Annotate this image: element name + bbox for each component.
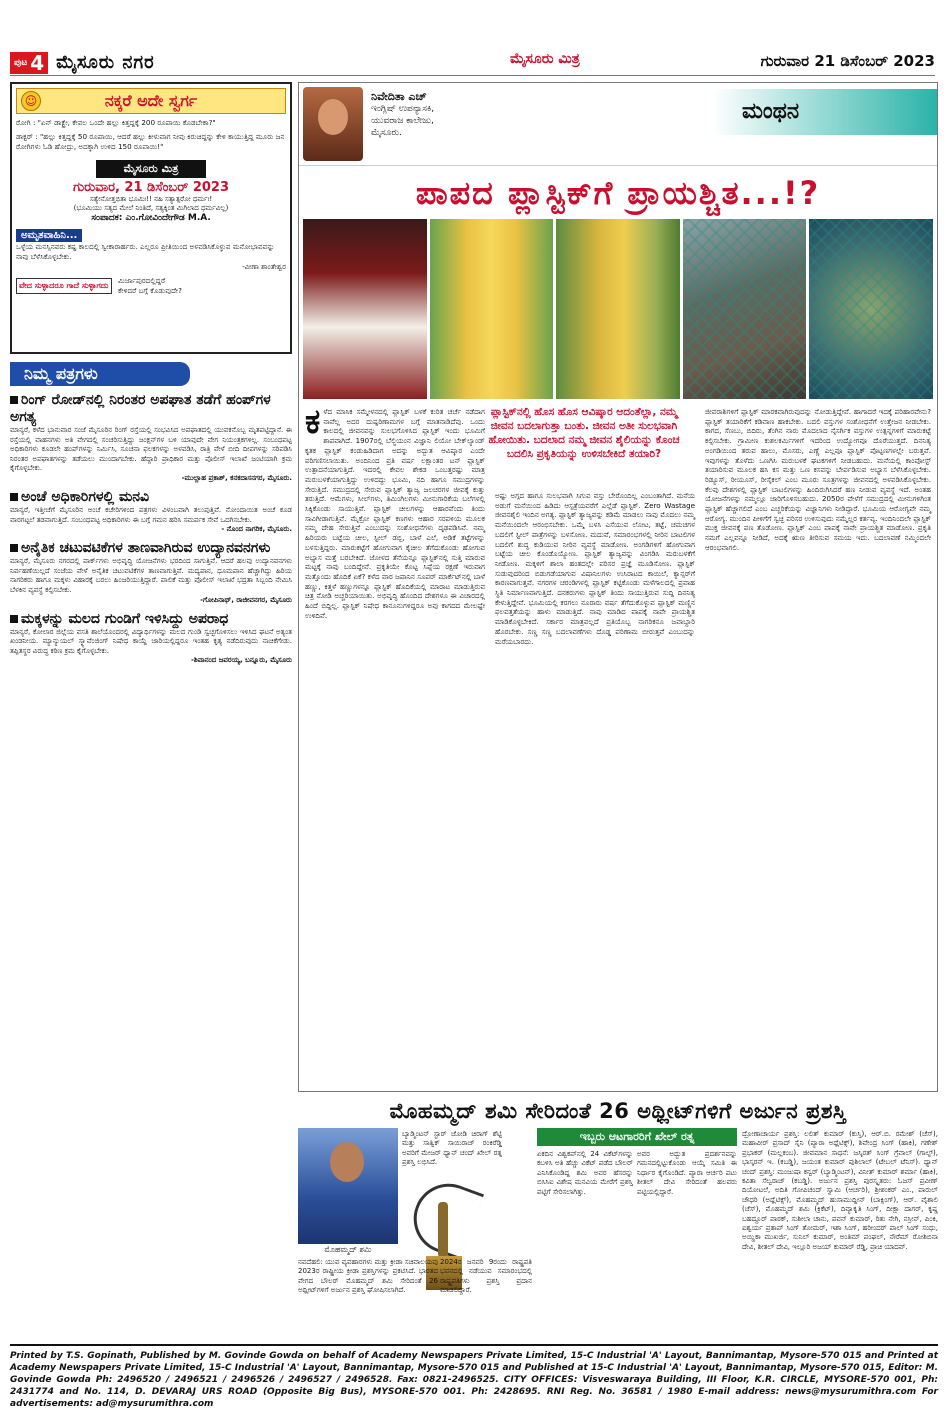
- quote-title: ಅಮೃತವಾಹಿನಿ...: [16, 229, 82, 242]
- page-label: ಪುಟ: [14, 57, 28, 68]
- letter-body: ಮಾನ್ಯರೆ, ಕಳೆದ ಭಾನುವಾರ ಸಂಜೆ ಮೈಸೂರಿನ ರಿಂಗ್ ರಸ್ತೆಯಲ್ಲಿ ಸಂಭವಿಸಿದ ಅಪಘಾತದಲ್ಲಿ ಯುವಕನೊಬ್ಬ ಮೃತಪಟ್ಟಿದ್ದಾನೆ. ಈ ರಸ್ತೆಯಲ್ಲಿ ವಾಹನಗಳು ಅತಿ ವೇಗದಲ್ಲಿ ಸಂಚರಿಸುತ್ತಿದ್ದು ಜಂಕ್ಷನ್‌ಗಳ ಬಳಿ ಯಾವುದೇ ವೇಗ ನಿಯಂತ್ರಕಗಳಿಲ್ಲ. ಸಂಬಂಧಪಟ್ಟ ಅಧಿಕಾರಿಗಳು ಕೂಡಲೇ ಹಂಪ್‌ಗಳನ್ನು ನಿರ್ಮಿಸಿ, ಸೂಚನಾ ಫಲಕಗಳನ್ನು ಅಳವಡಿಸಿ, ರಾತ್ರಿ ವೇಳೆ ಬೀದಿ ದೀಪಗಳನ್ನು ಸರಿಪಡಿಸಿ ನಿರಂತರ ಅಪಘಾತಗಳನ್ನು ತಡೆಯಲು ಮುಂದಾಗಬೇಕು. ಹೆದ್ದಾರಿ ಪ್ರಾಧಿಕಾರ ಮತ್ತು ಪೊಲೀಸ್ ಇಲಾಖೆ ಜಂಟಿಯಾಗಿ ಕ್ರಮ ಕೈಗೊಳ್ಳಬೇಕು.: [10, 426, 292, 473]
- trophy-figure: [438, 1202, 448, 1258]
- photo-wrapped-corn: [430, 219, 554, 399]
- letter-signature: - ನೊಂದ ನಾಗರಿಕ, ಮೈಸೂರು.: [221, 525, 292, 534]
- awards-headline: ಮೊಹಮ್ಮದ್ ಶಮಿ ಸೇರಿದಂತೆ 26 ಅಥ್ಲೀಟ್‌ಗಳಿಗೆ ಅರ್ಜುನ ಪ್ರಶಸ್ತಿ: [389, 1099, 847, 1123]
- article-headline: ಪಾಪದ ಪ್ಲಾಸ್ಟಿಕ್‌ಗೆ ಪ್ರಾಯಶ್ಚಿತ...!?: [299, 165, 937, 219]
- proverb-label: ವೇದ ಸುಳ್ಳಾದರೂ ಗಾದೆ ಸುಳ್ಳಾಗದು: [16, 278, 112, 294]
- letter-item: [10, 540, 292, 604]
- humor-title: ನಕ್ಕರೆ ಅದೇ ಸ್ವರ್ಗ: [104, 91, 198, 110]
- author-info: [371, 91, 434, 139]
- bullet-square-icon: [10, 493, 18, 501]
- author-city: ಮೈಸೂರು.: [371, 128, 402, 138]
- paper-logo-small: ಮೈಸೂರು ಮಿತ್ರ: [96, 160, 206, 178]
- author-face: [318, 99, 348, 135]
- section-name: ಮೈಸೂರು ನಗರ: [56, 52, 155, 73]
- humor-box: [10, 82, 292, 354]
- joke-line-1: ರೋಗಿ : "ಏನ್ ಡಾಕ್ಟ್ರೇ, ಕೇವಲ ಒಂದೇ ಹಲ್ಲು ಕಿತ್ತದ್ದಕ್ಕೆ 200 ರೂಪಾಯಿ ಕೊಡಬೇಕಾ?": [16, 118, 216, 127]
- photo-corn-in-husk: [556, 219, 680, 399]
- author-org: ಯುವರಾಜ ಕಾಲೇಜು,: [371, 116, 434, 126]
- letter-title: ಅಂಚೆ ಅಧಿಕಾರಿಗಳಲ್ಲಿ ಮನವಿ: [10, 489, 292, 506]
- printer-imprint: Printed by T.S. Gopinath, Published by M. Govinde Gowda on behalf of Academy Newspapers Private Limited, 15-C Industrial 'A' Layout, Bannimantap, Mysore-570 015 and Printed at Academy Newspapers Private Limited, 15-C Industrial 'A' Layout, Bannimantap, Mysore-570 015 and Published at 15-C Industrial 'A' Layout, Bannimantap, Mysore-570 015, Editor: M. Govinde Gowda Ph: 2496520 / 2496521 / 2496526 / 2496527 / 2496528. Fax: 0821-2496525. CITY OFFICES: Visveswaraya Building, III Floor, K.R. CIRCLE, MYSORE-570 001, Ph: 2431774 and No. 114, D. DEVARAJ URS ROAD (Opposite Big Bus), MYSORE-570 001. Ph: 2428695. RNI Reg. No. 36581 / 1980 E-mail address: news@mysurumithra.com For advertisements: ad@mysurumithra.com: [10, 1344, 938, 1410]
- letter-body: ಮಾನ್ಯರೆ, ಇತ್ತೀಚೆಗೆ ಮೈಸೂರಿನ ಅಂಚೆ ಕಚೇರಿಗಳಿಂದ ಪತ್ರಗಳು ವಿಳಂಬವಾಗಿ ತಲುಪುತ್ತಿವೆ. ನೋಂದಾಯಿತ ಅಂಚೆ ಕೂಡ ವಾರಗಟ್ಟಲೆ ತಡವಾಗುತ್ತಿದೆ. ಸಂಬಂಧಪಟ್ಟ ಅಧಿಕಾರಿಗಳು ಈ ಬಗ್ಗೆ ಗಮನ ಹರಿಸಿ ಸಮರ್ಪಕ ಸೇವೆ ಒದಗಿಸಬೇಕು.: [10, 505, 292, 524]
- fishing-net-overlay: [809, 219, 933, 399]
- awards-column-2: 2024ರ ಜನವರಿ 9ರಂದು ರಾಷ್ಟ್ರಪತಿ ಭವನದಲ್ಲಿ ನಡೆಯುವ ಸಮಾರಂಭದಲ್ಲಿ ರಾಷ್ಟ್ರಪತಿಗಳು ಪ್ರಶಸ್ತಿ ಪ್ರದಾನ ಮಾಡಲಿದ್ದಾರೆ.: [440, 1258, 532, 1295]
- letter-signature: -ಗೋಪಿನಾಥ್, ರಾಜೀವನಗರ, ಮೈಸೂರು: [200, 595, 292, 604]
- letter-body: ಮಾನ್ಯರೆ, ಕೋಲಾರ ಜಿಲ್ಲೆಯ ವಸತಿ ಶಾಲೆಯೊಂದರಲ್ಲಿ ವಿದ್ಯಾರ್ಥಿಗಳನ್ನು ಮಲದ ಗುಂಡಿ ಸ್ವಚ್ಛಗೊಳಿಸಲು ಇಳಿಸಿದ ಘಟನೆ ಅತ್ಯಂತ ಖಂಡನೀಯ. ಮ್ಯಾನ್ಯುಯಲ್ ಸ್ಕ್ಯಾವೆಂಜಿಂಗ್ ನಿಷೇಧ ಕಾಯ್ದೆ ಜಾರಿಯಲ್ಲಿದ್ದರೂ ಇಂತಹ ಕೃತ್ಯ ನಡೆದಿರುವುದು ನಾಚಿಕೆಗೇಡು. ತಪ್ಪಿತಸ್ಥರ ವಿರುದ್ಧ ಕಠಿಣ ಕ್ರಮ ಕೈಗೊಳ್ಳಬೇಕು.: [10, 627, 292, 655]
- author-role: ಇಂಗ್ಲಿಷ್ ಉಪನ್ಯಾಸಕಿ,: [371, 104, 435, 114]
- letters-section-title: ನಿಮ್ಮ ಪತ್ರಗಳು: [10, 362, 190, 386]
- page-number-box: [10, 52, 48, 74]
- author-photo: [303, 87, 363, 161]
- laughing-face-icon: ☺: [21, 91, 41, 111]
- photo-strip: [299, 219, 937, 399]
- article-column-3: ಜೀವರಾಶಿಗಳಿಗೆ ಪ್ಲಾಸ್ಟಿಕ್ ಮಾರಕವಾಗಿರುವುದನ್ನು ನೋಡುತ್ತಿದ್ದೇವೆ. ಹಾಗಾದರೆ ಇದಕ್ಕೆ ಪರಿಹಾರವೇನು? ಪ್ಲಾಸ್ಟಿಕ್ ತಯಾರಿಕೆಗೆ ಕಡಿವಾಣ ಹಾಕಬೇಕು. ಬದಲಿ ವಸ್ತುಗಳ ಸಂಶೋಧನೆಗೆ ಉತ್ತೇಜನ ನೀಡಬೇಕು. ಕಾಗದ, ಸೆಣಬು, ಬಿದಿರು, ತೆಂಗಿನ ನಾರು ಮೊದಲಾದ ನೈಸರ್ಗಿಕ ವಸ್ತುಗಳ ಉತ್ಪನ್ನಗಳಿಗೆ ಮಾರುಕಟ್ಟೆ ಕಲ್ಪಿಸಬೇಕು. ಗ್ರಾಮೀಣ ಕುಶಲಕರ್ಮಿಗಳಿಗೆ ಇದರಿಂದ ಉದ್ಯೋಗವೂ ದೊರೆಯುತ್ತದೆ. ದಿನನಿತ್ಯ ಅಂಗಡಿಯಿಂದ ತರುವ ಹಾಲು, ಮೊಸರು, ಎಣ್ಣೆ ಎಲ್ಲವೂ ಪ್ಲಾಸ್ಟಿಕ್ ಪೊಟ್ಟಣಗಳಲ್ಲೇ ಬರುತ್ತವೆ. ಇವುಗಳನ್ನು ತೊಳೆದು ಒಣಗಿಸಿ ಮರುಬಳಕೆ ಘಟಕಗಳಿಗೆ ನೀಡಬಹುದು. ಮನೆಯಲ್ಲಿ ಕಾಂಪೋಸ್ಟ್ ತಯಾರಿಸುವ ಮೂಲಕ ಹಸಿ ಕಸ ಮತ್ತು ಒಣ ಕಸವನ್ನು ಬೇರ್ಪಡಿಸುವ ಅಭ್ಯಾಸ ಬೆಳೆಸಿಕೊಳ್ಳಬೇಕು. ರಿಡ್ಯೂಸ್, ರೀಯೂಸ್, ರೀಸೈಕಲ್ ಎಂಬ ಮೂರು ಸೂತ್ರಗಳನ್ನು ಜೀವನದಲ್ಲಿ ಅಳವಡಿಸಿಕೊಳ್ಳಬೇಕು. ಕೆಲವು ದೇಶಗಳಲ್ಲಿ ಪ್ಲಾಸ್ಟಿಕ್ ಬಾಟಲಿಗಳನ್ನು ಹಿಂದಿರುಗಿಸಿದರೆ ಹಣ ನೀಡುವ ವ್ಯವಸ್ಥೆ ಇದೆ. ಅಂತಹ ಯೋಜನೆಗಳನ್ನು ನಮ್ಮಲ್ಲೂ ಜಾರಿಗೊಳಿಸಬಹುದು. 2050ರ ವೇಳೆಗೆ ಸಮುದ್ರದಲ್ಲಿ ಮೀನುಗಳಿಗಿಂತ ಪ್ಲಾಸ್ಟಿಕ್ ಹೆಚ್ಚಾಗಲಿದೆ ಎಂಬ ಎಚ್ಚರಿಕೆಯನ್ನು ವಿಜ್ಞಾನಿಗಳು ನೀಡಿದ್ದಾರೆ. ಭೂಮಿಯ ಆರೋಗ್ಯವೇ ನಮ್ಮ ಆರೋಗ್ಯ. ಮುಂದಿನ ಪೀಳಿಗೆಗೆ ಸ್ವಚ್ಛ ಪರಿಸರ ಉಳಿಸುವುದು ನಮ್ಮೆಲ್ಲರ ಕರ್ತವ್ಯ. ಇಂದಿನಿಂದಲೇ ಪ್ಲಾಸ್ಟಿಕ್ ಮುಕ್ತ ಜೀವನಕ್ಕೆ ಪಣ ತೊಡೋಣ. ಪ್ಲಾಸ್ಟಿಕ್ ಎಂಬ ಪಾಪಕ್ಕೆ ನಾವೇ ಪ್ರಾಯಶ್ಚಿತ ಮಾಡೋಣ. ಪ್ರಕೃತಿ ನಮಗೆ ಎಲ್ಲವನ್ನೂ ನೀಡಿದೆ, ಅದಕ್ಕೆ ಋಣ ತೀರಿಸುವ ಸಮಯ ಇದು. ಬದಲಾವಣೆ ನಮ್ಮಿಂದಲೇ ಆರಂಭವಾಗಲಿ.: [705, 407, 931, 552]
- letter-signature: -ಶಿವಾನಂದ ಜವರಯ್ಯ, ಬನ್ನೂರು, ಮೈಸೂರು: [191, 656, 292, 665]
- quote-author: -ವೀಣಾ ಶಾಂತೇಶ್ವರ: [242, 262, 286, 271]
- letter-item: [10, 489, 292, 534]
- left-column: [10, 82, 292, 665]
- column-name: ಮಂಥನ: [712, 89, 937, 135]
- letter-item: [10, 611, 292, 666]
- author-name: ನಿವೇದಿತಾ ಎಚ್: [371, 90, 427, 103]
- column-1-text: ಳೆದ ಮಾಸಿಕ ಸಮ್ಮೇಳನದಲ್ಲಿ ಪ್ಲಾಸ್ಟಿಕ್ ಬಳಕೆ ಕುರಿತ ಚರ್ಚೆ ನಡೆದಾಗ ನಾವೆಲ್ಲ ಅದರ ದುಷ್ಪರಿಣಾಮಗಳ ಬಗ್ಗೆ ಮಾತನಾಡಿದೆವು. ಒಂದು ಕಾಲದಲ್ಲಿ ಜೀವನವನ್ನು ಸುಲಭಗೊಳಿಸಿದ ಪ್ಲಾಸ್ಟಿಕ್ ಇಂದು ಭೂಮಿಗೆ ಶಾಪವಾಗಿದೆ. 1907ರಲ್ಲಿ ಬೆಲ್ಜಿಯಂನ ವಿಜ್ಞಾನಿ ಲಿಯೋ ಬೇಕ್‌ಲ್ಯಾಂಡ್ ಕೃತಕ ಪ್ಲಾಸ್ಟಿಕ್ ಕಂಡುಹಿಡಿದಾಗ ಅದನ್ನು ಅದ್ಭುತ ಆವಿಷ್ಕಾರ ಎಂದೇ ಪರಿಗಣಿಸಲಾಯಿತು. ಅಂದಿನಿಂದ ಪ್ರತಿ ವರ್ಷ ಲಕ್ಷಾಂತರ ಟನ್ ಪ್ಲಾಸ್ಟಿಕ್ ಉತ್ಪಾದನೆಯಾಗುತ್ತಿದೆ. ಇದರಲ್ಲಿ ಕೇವಲ ಶೇಕಡ ಒಂಬತ್ತರಷ್ಟು ಮಾತ್ರ ಮರುಬಳಕೆಯಾಗುತ್ತಿದ್ದು ಉಳಿದದ್ದು ಭೂಮಿ, ನದಿ ಹಾಗೂ ಸಮುದ್ರಗಳನ್ನು ಸೇರುತ್ತಿದೆ. ಸಮುದ್ರದಲ್ಲಿ ಸೇರುವ ಪ್ಲಾಸ್ಟಿಕ್ ತ್ಯಾಜ್ಯ ಜಲಚರಗಳ ಜೀವಕ್ಕೆ ಕುತ್ತು ತರುತ್ತಿದೆ. ಆಮೆಗಳು, ಸೀಲ್‌ಗಳು, ತಿಮಿಂಗಿಲಗಳು ಮೀನುಗಾರಿಕೆಯ ಬಲೆಗಳಲ್ಲಿ ಸಿಕ್ಕಿಕೊಂಡು ಸಾಯುತ್ತಿವೆ. ಪ್ಲಾಸ್ಟಿಕ್ ಚೀಲಗಳನ್ನು ಆಹಾರವೆಂದು ತಿಂದು ಸಾವಿಗೀಡಾಗುತ್ತಿವೆ. ಮೈಕ್ರೋ ಪ್ಲಾಸ್ಟಿಕ್ ಕಣಗಳು ಆಹಾರ ಸರಪಳಿಯ ಮೂಲಕ ನಮ್ಮ ದೇಹ ಸೇರುತ್ತಿವೆ ಎಂಬುದನ್ನು ಸಂಶೋಧನೆಗಳು ದೃಢಪಡಿಸಿವೆ. ನಮ್ಮ ಹಿರಿಯರು ಬಟ್ಟೆಯ ಚೀಲ, ಸ್ಟೀಲ್ ಡಬ್ಬಿ, ಬಾಳೆ ಎಲೆ, ಅಡಿಕೆ ತಟ್ಟೆಗಳನ್ನು ಬಳಸುತ್ತಿದ್ದರು. ಮಾರುಕಟ್ಟೆಗೆ ಹೋಗುವಾಗ ಕೈಚೀಲ ತೆಗೆದುಕೊಂಡು ಹೋಗುವ ಅಭ್ಯಾಸ ಮತ್ತೆ ಬರಬೇಕಿದೆ. ಜೋಳದ ತೆನೆಯನ್ನೂ ಪ್ಲಾಸ್ಟಿಕ್‌ನಲ್ಲಿ ಸುತ್ತಿ ಮಾರುವ ಮಟ್ಟಕ್ಕೆ ನಾವು ಬಂದಿದ್ದೇವೆ. ಪ್ರಕೃತಿಯೇ ಕೊಟ್ಟ ಸಿಪ್ಪೆಯ ರಕ್ಷಣೆ ಇರುವಾಗ ಮತ್ತೊಂದು ಹೊದಿಕೆ ಏಕೆ? ಕಳೆದ ವಾರ ಜಪಾನಿನ ಸೂಪರ್ ಮಾರ್ಕೆಟ್‌ನಲ್ಲಿ ಬಾಳೆ ಹಣ್ಣು, ಕಿತ್ತಳೆ ಹಣ್ಣುಗಳನ್ನೂ ಪ್ಲಾಸ್ಟಿಕ್ ಹೊದಿಕೆಯಲ್ಲಿ ಮಾರಾಟ ಮಾಡುತ್ತಿರುವ ಚಿತ್ರ ನೋಡಿ ಅಚ್ಚರಿಯಾಯಿತು. ಅಭಿವೃದ್ಧಿ ಹೊಂದಿದ ದೇಶಗಳೂ ಈ ವಿಚಾರದಲ್ಲಿ ಹಿಂದೆ ಬಿದ್ದಿಲ್ಲ. ಪ್ಲಾಸ್ಟಿಕ್ ನಿಷೇಧ ಕಾನೂನುಗಳಿದ್ದರೂ ಅವು ಕಾಗದದ ಮೇಲಷ್ಟೇ ಉಳಿದಿವೆ.: [305, 407, 485, 620]
- awards-column-4: ಅವರ ಅದ್ಭುತ ಪ್ರದರ್ಶನವನ್ನು ಗಮನದಲ್ಲಿಟ್ಟುಕೊಂಡು ಆಯ್ಕೆ ಸಮಿತಿ ಈ ನಿರ್ಧಾರ ಕೈಗೊಂಡಿದೆ. ಪ್ಯಾರಾ ಆರ್ಚರಿ ಪಟು ಶೀತಲ್ ದೇವಿ ಸೇರಿದಂತೆ ಹಲವರು ಪಟ್ಟಿಯಲ್ಲಿದ್ದಾರೆ.: [637, 1150, 737, 1196]
- humor-title-bar: [16, 88, 286, 114]
- page-number: 4: [30, 50, 45, 75]
- letter-title: ರಿಂಗ್ ರೋಡ್‌ನಲ್ಲಿ ನಿರಂತರ ಅಪಘಾತ ತಡೆಗೆ ಹಂಪ್‌ಗಳ ಅಗತ್ಯ: [10, 392, 271, 425]
- editor-line: ಸಂಪಾದಕ: ಎಂ.ಗೋವಿಂದೇಗೌಡ M.A.: [91, 213, 211, 223]
- main-article: [298, 82, 938, 1092]
- motto-line-2: (ಭೂಮಿಯು ಸತ್ಯದ ಮೇಲೆ ನಿಂತಿದೆ, ಸತ್ಯಕ್ಕಿಂತ ಮಿಗಿಲಾದ ಧರ್ಮವಿಲ್ಲ): [73, 204, 229, 212]
- article-column-2: ಅಷ್ಟು ಅಗ್ಗದ ಹಾಗೂ ಸುಲಭವಾಗಿ ಸಿಗುವ ವಸ್ತು ಬೇರೊಂದಿಲ್ಲ ಎಂಬಂತಾಗಿದೆ. ಮನೆಯ ಅಡುಗೆ ಮನೆಯಿಂದ ಹಿಡಿದು ಆಸ್ಪತ್ರೆಯವರೆಗೆ ಎಲ್ಲೆಡೆ ಪ್ಲಾಸ್ಟಿಕ್. Zero Wastage ಜೀವನಶೈಲಿ ಇಂದಿನ ಅಗತ್ಯ. ಪ್ಲಾಸ್ಟಿಕ್ ತ್ಯಾಜ್ಯವನ್ನು ಕಡಿಮೆ ಮಾಡಲು ನಾವು ಮೊದಲು ನಮ್ಮ ಮನೆಯಿಂದಲೇ ಆರಂಭಿಸಬೇಕು. ಒಮ್ಮೆ ಬಳಸಿ ಎಸೆಯುವ ಲೋಟ, ತಟ್ಟೆ, ಚಮಚಗಳ ಬದಲಿಗೆ ಸ್ಟೀಲ್ ಪಾತ್ರೆಗಳನ್ನು ಬಳಸೋಣ. ಮದುವೆ, ಸಮಾರಂಭಗಳಲ್ಲಿ ನೀರಿನ ಬಾಟಲಿಗಳ ಬದಲಿಗೆ ಶುದ್ಧ ಕುಡಿಯುವ ನೀರಿನ ವ್ಯವಸ್ಥೆ ಮಾಡೋಣ. ಅಂಗಡಿಗಳಿಗೆ ಹೋಗುವಾಗ ಬಟ್ಟೆಯ ಚೀಲ ಕೊಂಡೊಯ್ಯೋಣ. ಪ್ಲಾಸ್ಟಿಕ್ ತ್ಯಾಜ್ಯವನ್ನು ವಿಂಗಡಿಸಿ ಮರುಬಳಕೆಗೆ ನೀಡೋಣ. ಮಕ್ಕಳಿಗೆ ಶಾಲಾ ಹಂತದಲ್ಲೇ ಪರಿಸರ ಪ್ರಜ್ಞೆ ಮೂಡಿಸೋಣ. ಪ್ಲಾಸ್ಟಿಕ್ ಸುಡುವುದರಿಂದ ಬಿಡುಗಡೆಯಾಗುವ ವಿಷಾನಿಲಗಳು ಉಸಿರಾಟದ ಕಾಯಿಲೆ, ಕ್ಯಾನ್ಸರ್‌ಗೆ ಕಾರಣವಾಗುತ್ತವೆ. ನಗರಗಳ ಚರಂಡಿಗಳಲ್ಲಿ ಪ್ಲಾಸ್ಟಿಕ್ ಕಟ್ಟಿಕೊಂಡು ಮಳೆಗಾಲದಲ್ಲಿ ಪ್ರವಾಹ ಸ್ಥಿತಿ ನಿರ್ಮಾಣವಾಗುತ್ತಿದೆ. ದನಕರುಗಳು ಪ್ಲಾಸ್ಟಿಕ್ ತಿಂದು ಸಾಯುತ್ತಿರುವ ಸುದ್ದಿ ದಿನನಿತ್ಯ ಕೇಳುತ್ತಿದ್ದೇವೆ. ಭೂಮಿಯಲ್ಲಿ ಕರಗಲು ನೂರಾರು ವರ್ಷ ತೆಗೆದುಕೊಳ್ಳುವ ಪ್ಲಾಸ್ಟಿಕ್ ಮಣ್ಣಿನ ಫಲವತ್ತತೆಯನ್ನು ಹಾಳು ಮಾಡುತ್ತಿದೆ. ನಾವು ಮಾಡಿದ ಪಾಪಕ್ಕೆ ನಾವೇ ಪ್ರಾಯಶ್ಚಿತ ಮಾಡಿಕೊಳ್ಳಬೇಕಿದೆ. ಸರ್ಕಾರ ಮಾತ್ರವಲ್ಲದೆ ಪ್ರತಿಯೊಬ್ಬ ನಾಗರಿಕನೂ ಜವಾಬ್ದಾರಿ ಹೊರಬೇಕು. ಸಣ್ಣ ಸಣ್ಣ ಬದಲಾವಣೆಗಳು ದೊಡ್ಡ ಪರಿಣಾಮ ಬೀರುತ್ತವೆ ಎಂಬುದನ್ನು ಮರೆಯಬಾರದು.: [495, 491, 695, 646]
- shami-photo-caption: ಮೊಹಮ್ಮದ್ ಶಮಿ: [324, 1245, 372, 1254]
- proverb-text: [118, 276, 182, 296]
- photo-seal-in-net: [683, 219, 807, 399]
- photo-turtle-in-net: [809, 219, 933, 399]
- quote-text: ಒಳ್ಳೆಯ ಮನಸ್ಸಿನವರು ಕಷ್ಟ ಕಾಲದಲ್ಲಿ ಸ್ವೀಕಾರಾರ್ಹರು. ಎಲ್ಲರೂ ಪ್ರೀತಿಯಿಂದ ಅಳವಡಿಸಿಕೊಳ್ಳುವ ಮನೋಭಾವವನ್ನು ನಾವು ಬೆಳೆಸಿಕೊಳ್ಳಬೇಕು.: [16, 242, 275, 261]
- paper-date: ಗುರುವಾರ, 21 ಡಿಸೆಂಬರ್ 2023: [72, 180, 230, 195]
- pull-quote: ಪ್ಲಾಸ್ಟಿಕ್‌ನಲ್ಲಿ ಹೊಸ ಹೊಸ ಆವಿಷ್ಕಾರ ಆದಂತೆಲ್ಲಾ, ನಮ್ಮ ಜೀವನ ಬದಲಾಗುತ್ತಾ ಬಂತು. ಜೀವನ ಅತೀ ಸುಲಭವಾಗಿ ಹೋಯಿತು. ಬದಲಾದ ನಮ್ಮ ಜೀವನ ಶೈಲಿಯನ್ನು ಕೊಂಚ ಬದಲಿಸಿ ಪ್ರಕೃತಿಯನ್ನು ಉಳಿಸಬೇಕಿದೆ ತಯಾರಿ?: [488, 406, 680, 460]
- article-body: [299, 399, 937, 1089]
- paper-logo: ಮೈಸೂರು ಮಿತ್ರ: [510, 51, 580, 67]
- joke-line-2: ಡಾಕ್ಟರ್ : "ಹಲ್ಲು ಕಿತ್ತದ್ದಕ್ಕೆ 50 ರೂಪಾಯಿ, ಆದರೆ ಹಲ್ಲು ಕೀಳುವಾಗ ನೀವು ಕಿರುಚಿದ್ದನ್ನು ಕೇಳಿ ಕಾಯುತ್ತಿದ್ದ ಮೂರು ಜನ ರೋಗಿಗಳು ಓಡಿ ಹೋದ್ರು, ಅದಕ್ಕಾಗಿ ಉಳಿದ 150 ರೂಪಾಯಿ!": [16, 132, 285, 151]
- awards-column-5: ದ್ರೋಣಾಚಾರ್ಯ ಪ್ರಶಸ್ತಿ: ಲಲಿತ್ ಕುಮಾರ್ (ಕುಸ್ತಿ), ಆರ್.ಬಿ. ರಮೇಶ್ (ಚೆಸ್), ಮಹಾವೀರ್ ಪ್ರಸಾದ್ ಸೈನಿ (ಪ್ಯಾರಾ ಅಥ್ಲೆಟಿಕ್ಸ್), ಶಿವೇಂದ್ರ ಸಿಂಗ್ (ಹಾಕಿ), ಗಣೇಶ್ ಪ್ರಭಾಕರ್ (ಮಲ್ಲಕಂಬ). ಜೀವಮಾನ ಸಾಧನೆ: ಜಸ್ಕಿರತ್ ಸಿಂಗ್ ಗ್ರೆವಾಲ್ (ಗಾಲ್ಫ್), ಭಾಸ್ಕರನ್ ಇ. (ಕಬಡ್ಡಿ), ಜಯಂತ ಕುಮಾರ್ ಪುಶಿಲಾಲ್ (ಟೇಬಲ್ ಟೆನಿಸ್). ಧ್ಯಾನ್ ಚಂದ್ ಪ್ರಶಸ್ತಿ: ಮಂಜುಷಾ ಕನ್ವರ್ (ಬ್ಯಾಡ್ಮಿಂಟನ್), ವಿನೀತ್ ಕುಮಾರ್ ಶರ್ಮಾ (ಹಾಕಿ), ಕವಿತಾ ಸೆಲ್ವರಾಜ್ (ಕಬಡ್ಡಿ). ಅರ್ಜುನ ಪ್ರಶಸ್ತಿ ಪುರಸ್ಕೃತರು: ಓಜಸ್ ಪ್ರವೀಣ್ ದಿಯೋಟಲೆ, ಅದಿತಿ ಗೋಪಿಚಂದ್ ಸ್ವಾಮಿ (ಆರ್ಚರಿ), ಶ್ರೀಶಂಕರ್ ಎಂ., ಪಾರುಲ್ ಚೌಧರಿ (ಅಥ್ಲೆಟಿಕ್ಸ್), ಮೊಹಮ್ಮದ್ ಹುಸಾಮುದ್ದೀನ್ (ಬಾಕ್ಸಿಂಗ್), ಆರ್. ವೈಶಾಲಿ (ಚೆಸ್), ಮೊಹಮ್ಮದ್ ಶಮಿ (ಕ್ರಿಕೆಟ್), ದಿವ್ಯಾಕೃತಿ ಸಿಂಗ್, ದೀಕ್ಷಾ ದಾಗರ್, ಕೃಷ್ಣ ಬಹದ್ದೂರ್ ಪಾಠಕ್, ಸುಶೀಲಾ ಚಾನು, ಪವನ್ ಕುಮಾರ್, ರಿತು ನೇಗಿ, ನಸ್ರೀನ್, ಪಿಂಕಿ, ಐಶ್ವರ್ಯ ಪ್ರತಾಪ್ ಸಿಂಗ್ ತೋಮರ್, ಇಶಾ ಸಿಂಗ್, ಹರೀಂದರ್ ಪಾಲ್ ಸಿಂಗ್ ಸಂಧು, ಅಯ್ಹಿಕಾ ಮುಖರ್ಜಿ, ಸುನಿಲ್ ಕುಮಾರ್, ಅಂತಿಮ್ ಪಂಘಲ್, ನೌರೆಮ್ ರೋಶಿಬಿನಾ ದೇವಿ, ಶೀತಲ್ ದೇವಿ, ಇಲ್ಲೂರಿ ಅಜಯ್ ಕುಮಾರ್ ರೆಡ್ಡಿ, ಪ್ರಾಚಿ ಯಾದವ್.: [742, 1130, 938, 1251]
- author-row: [299, 83, 937, 165]
- motto-line-1: ಸತ್ಯೇನೋತ್ತಭಿತಾ ಭೂಮಿಃ!! ನಹಿ ಸತ್ಯಾತ್ಪರೋ ಧರ್ಮಃ!: [89, 195, 213, 203]
- awards-column-3: ಏಕದಿನ ವಿಶ್ವಕಪ್‌ನಲ್ಲಿ 24 ವಿಕೆಟ್‌ಗಳನ್ನು ಕಬಳಿಸಿ ಅತಿ ಹೆಚ್ಚು ವಿಕೆಟ್ ಪಡೆದ ಬೌಲರ್ ಎನಿಸಿಕೊಂಡಿದ್ದ ಶಮಿ ಅವರ ಹೆಸರನ್ನು ಬಿಸಿಸಿಐ ವಿಶೇಷ ಮನವಿಯ ಮೇರೆಗೆ ಪ್ರಶಸ್ತಿ ಪಟ್ಟಿಗೆ ಸೇರಿಸಲಾಗಿತ್ತು.: [537, 1150, 633, 1196]
- proverb-box: [16, 276, 286, 296]
- page-masthead: [10, 50, 935, 76]
- bullet-square-icon: [10, 544, 18, 552]
- letter-title: ಅನೈತಿಕ ಚಟುವಟಿಕೆಗಳ ತಾಣವಾಗಿರುವ ಉದ್ಯಾನವನಗಳು: [10, 540, 292, 557]
- proverb-line-1: ಮಿರ್ಜಾಪುರದಲ್ಲಿದ್ದರೆ: [118, 276, 166, 285]
- issue-date: ಗುರುವಾರ 21 ಡಿಸೆಂಬರ್ 2023: [760, 52, 935, 70]
- awards-column-1: ಬ್ಯಾಡ್ಮಿಂಟನ್ ಸ್ಟಾರ್ ಜೋಡಿ ಚಿರಾಗ್ ಶೆಟ್ಟಿ ಮತ್ತು ಸಾತ್ವಿಕ್ ಸಾಯಿರಾಜ್ ರಂಕಿರೆಡ್ಡಿ ಅವರಿಗೆ ಮೇಜರ್ ಧ್ಯಾನ್ ಚಂದ್ ಖೇಲ್ ರತ್ನ ಪ್ರಶಸ್ತಿ ಲಭಿಸಿದೆ.: [402, 1130, 502, 1167]
- fishing-net-overlay: [683, 219, 807, 399]
- letter-item: [10, 392, 292, 483]
- proverb-line-2: ಕೇಳಿದರೆ ಬಗ್ಗೆ ಕೊಡುವುದೇ?: [118, 286, 182, 295]
- khel-ratna-heading: ಇಬ್ಬರು ಆಟಗಾರರಿಗೆ ಖೇಲ್ ರತ್ನ: [537, 1128, 737, 1146]
- bullet-square-icon: [10, 396, 18, 404]
- article-column-1: [305, 402, 485, 620]
- shami-photo: [298, 1128, 398, 1244]
- letter-title: ಮಕ್ಕಳನ್ನು ಮಲದ ಗುಂಡಿಗೆ ಇಳಿಸಿದ್ದು ಅಪರಾಧ: [10, 611, 292, 628]
- letter-body: ಮಾನ್ಯರೆ, ಮೈಸೂರು ನಗರದಲ್ಲಿ ಪಾರ್ಕ್‌ಗಳು ಅಭಿವೃದ್ಧಿ ಯೋಜನೆಗಳು ಭರದಿಂದ ಸಾಗುತ್ತಿವೆ. ಆದರೆ ಹಲವು ಉದ್ಯಾನವನಗಳು ನಿರ್ವಹಣೆಯಿಲ್ಲದೆ ಸಂಜೆಯ ವೇಳೆ ಅನೈತಿಕ ಚಟುವಟಿಕೆಗಳ ತಾಣವಾಗುತ್ತಿವೆ. ಮದ್ಯಪಾನ, ಧೂಮಪಾನ ಹೆಚ್ಚಾಗಿದ್ದು ಹಿರಿಯ ನಾಗರಿಕರು ಹಾಗೂ ಮಕ್ಕಳು ವಿಹಾರಕ್ಕೆ ಬರಲು ಹಿಂಜರಿಯುತ್ತಿದ್ದಾರೆ. ಪಾಲಿಕೆ ಮತ್ತು ಪೊಲೀಸ್ ಇಲಾಖೆ ಭದ್ರತಾ ಸಿಬ್ಬಂದಿ ನೇಮಿಸಿ ಬೆಳಕಿನ ವ್ಯವಸ್ಥೆ ಕಲ್ಪಿಸಬೇಕು.: [10, 557, 292, 594]
- letter-signature: -ಮುಲ್ಲಾಹ ಪ್ರಕಾಶ್, ಕನಕದಾಸನಗರ, ಮೈಸೂರು.: [181, 473, 292, 482]
- bullet-square-icon: [10, 615, 18, 623]
- drop-cap: ಕ: [305, 402, 321, 442]
- player-face: [330, 1142, 364, 1182]
- photo-plastic-packet: [303, 219, 427, 399]
- awards-column-1b: ನವದೆಹಲಿ: ಯುವ ವ್ಯವಹಾರಗಳು ಮತ್ತು ಕ್ರೀಡಾ ಸಚಿವಾಲಯವು 2023ರ ರಾಷ್ಟ್ರೀಯ ಕ್ರೀಡಾ ಪ್ರಶಸ್ತಿಗಳನ್ನು ಪ್ರಕಟಿಸಿದೆ. ಭಾರತದ ವೇಗದ ಬೌಲರ್ ಮೊಹಮ್ಮದ್ ಶಮಿ ಸೇರಿದಂತೆ 26 ಅಥ್ಲೀಟ್‌ಗಳಿಗೆ ಅರ್ಜುನ ಪ್ರಶಸ್ತಿ ಘೋಷಿಸಲಾಗಿದೆ.: [298, 1258, 438, 1295]
